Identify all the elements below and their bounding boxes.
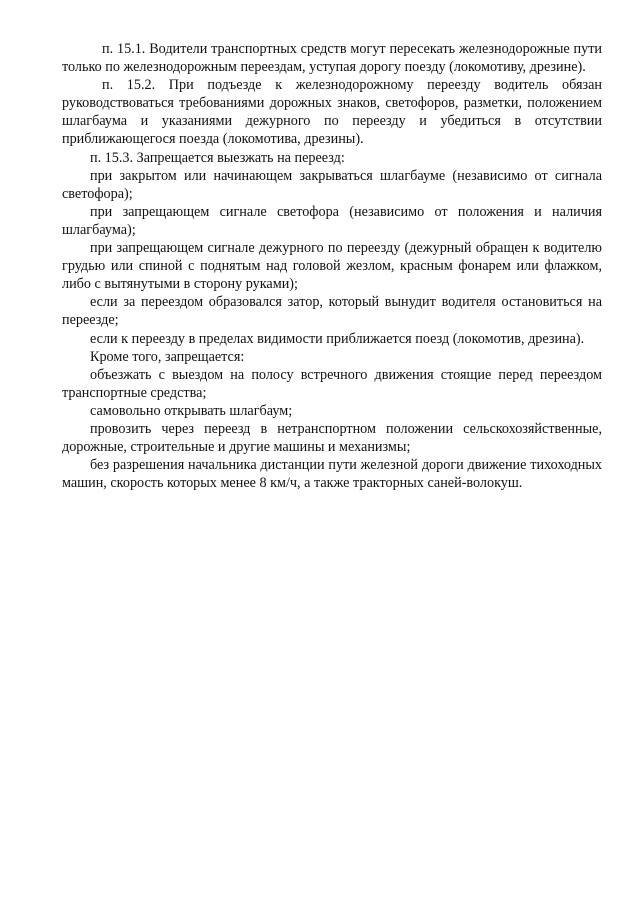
also-prohibited-heading: Кроме того, запрещается:: [90, 348, 245, 365]
list-item-traffic-jam: если за переездом образовался затор, который вынудит водителя остановиться на переезде;: [62, 294, 602, 329]
list-item-approaching-train: если к переезду в пределах видимости приближается поезд (локомотив, дрезина).: [90, 330, 585, 347]
paragraph-15-3: п. 15.3. Запрещается выезжать на переезд:: [90, 149, 345, 166]
list-item-open-barrier: самовольно открывать шлагбаум;: [90, 402, 293, 419]
list-item-closed-barrier: при закрытом или начинающем закрываться шлагбауме (независимо от сигнала светофора);: [62, 167, 602, 202]
list-item-attendant-signal: при запрещающем сигнале дежурного по переезду (дежурный обращен к водителю грудью или спиной с поднятым над головой жезлом, красным фонарем или флажком, либо с вытянутыми в сторону руками);: [62, 240, 602, 293]
list-item-red-signal: при запрещающем сигнале светофора (независимо от положения и наличия шлагбаума);: [62, 203, 602, 238]
list-item-slow-vehicles: без разрешения начальника дистанции пути железной дороги движение тихоходных машин, скорость которых менее 8 км/ч, а также тракторных саней-волокуш.: [62, 457, 602, 492]
paragraph-15-1: п. 15.1. Водители транспортных средств могут пересекать железнодорожные пути только по железнодорожным переездам, уступая дорогу поезду (локомотиву, дрезине).: [62, 41, 602, 76]
document-body: [62, 40, 602, 492]
paragraph-15-2: п. 15.2. При подъезде к железнодорожному переезду водитель обязан руководствоваться требованиями дорожных знаков, светофоров, разметки, положением шлагбаума и указаниями дежурного по переезду и убедиться в отсутствии приближающегося поезда (локомотива, дрезины).: [62, 77, 602, 148]
list-item-overtaking: объезжать с выездом на полосу встречного движения стоящие перед переездом транспортные средства;: [62, 366, 602, 401]
list-item-machinery: провозить через переезд в нетранспортном положении сельскохозяйственные, дорожные, строительные и другие машины и механизмы;: [62, 420, 602, 456]
